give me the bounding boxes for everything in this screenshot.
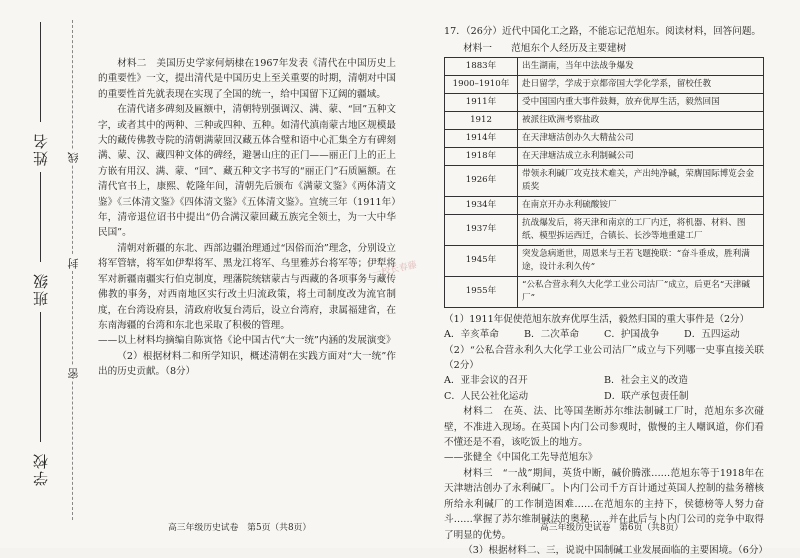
seal-char-feng: 封 [67,258,80,269]
binding-strip [0,0,86,548]
option-b: B．二次革命 [524,329,580,341]
year-cell: 1912 [445,111,518,129]
option-c: C．人民公社化运动 [444,390,529,402]
material2-source: ——张健全《中国化工先导范旭东》 [444,452,598,464]
table-row [445,245,764,276]
year-cell: 1934年 [445,196,518,214]
table-row [445,147,764,165]
footer-page5: 高三年级历史试卷 第5页（共8页） [168,523,312,533]
option-a: A．亚非会议的召开 [444,375,528,387]
table-row [445,75,764,93]
class-line [40,172,41,262]
year-cell: 1918年 [445,147,518,165]
material2-p3: 清朝对新疆的东北、西部边疆治理通过“因俗而治”理念，分别设立将军管辖，将军如伊犁将军、黑龙江将军、乌里雅苏台将军等；伊犁将军对新疆南疆实行伯克制度，理藩院统辖蒙古与西藏的各项事务与藏传佛教的事务，对西南地区实行改土归流政策，将土司制度改为流官制度，在台湾设府县，清政府收复台湾后，设立台湾府，隶属福建省，在东南海疆的台湾和东北也采取了积极的管理。 [98,242,396,331]
year-cell: 1945年 [445,245,518,276]
year-cell: 1914年 [445,129,518,147]
material2-p2: 在清代诸多碑刻及匾额中，清朝特别强调汉、满、蒙、“回”五种文字，或者其中的两种、三种或四种、五种。如清代滇南蒙古地区规模最大的藏传佛教寺院的清朝满蒙回汉藏五体合璧和语中心汇集全方有碑刻满、蒙、汉、藏四种文体的碑经，避暑山庄的正门——丽正门上的正上方嵌有用汉、满、蒙、“回”、藏五种文字书写的“丽正门”石质匾额。在清代官书上，康熙、乾隆年间，清朝先后颁布《满蒙文鉴》《两体清文鉴》《三体清文鉴》《四体清文鉴》《五体清文鉴》。宣统三年（1911年）年，清帝退位诏书中提出“仍合满汉蒙回藏五族完全领土，为一大中华民国”。 [98,104,396,239]
material1-title: 材料一 范旭东个人经历及主要建树 [463,43,627,55]
year-cell: 1883年 [445,57,518,75]
table-row [445,111,764,129]
event-cell: 带领永利碱厂攻克技术难关，产出纯净碱，荣膺国际博览会金质奖 [518,165,764,196]
option-d: D．联产承包责任制 [604,390,689,402]
faint-stamp: 一校长春藤 [371,260,418,280]
year-cell: 1955年 [445,276,518,307]
table-row [445,165,764,196]
seal-char-xian: 线 [67,152,80,163]
event-cell: 在天津塘沽成立永利制碱公司 [518,147,764,165]
question-17-1: （1）1911年促使范旭东放弃优厚生活，毅然归国的重大事件是（2分） [444,313,750,325]
table-row [445,129,764,147]
school-label: 学校 [32,452,50,486]
biography-table [444,57,764,308]
table-row [445,93,764,111]
left-page [98,56,396,380]
option-c: C．护国战争 [604,329,660,341]
q17-2-options-row1 [444,373,764,388]
year-cell: 1900–1910年 [445,75,518,93]
material2-text: 材料二 在英、法、比等国垄断苏尔维法制碱工厂时，范旭东多次碰壁，不准进入现场。在英国卜内门公司参观时，傲慢的主人嘲讽道，你们看不懂还是不看，该吃饭上的地方。 [444,406,764,449]
q17-1-options [444,327,764,342]
event-cell: 抗战爆发后，将天津和南京的工厂内迁，将机器、材料、图纸、模型拆运西迁，合镇长、长沙等地重建工厂 [518,214,764,245]
question-17-stem: 17．（26分）近代中国化工之路，不能忘记范旭东。阅读材料，回答问题。 [444,26,762,37]
name-line [40,22,41,122]
material2-source: ——以上材料均摘编自陈寅恪《论中国古代“大一统”内涵的发展演变》 [98,335,396,347]
year-cell: 1937年 [445,214,518,245]
table-row [445,276,764,307]
option-d: D．五四运动 [684,329,740,341]
event-cell: 赴日留学，学成于京都帝国大学化学系，留校任教 [518,75,764,93]
material3-text: 材料三 “一战”期间，英货中断，碱价腾涨……范旭东等于1918年在天津塘沽创办了永利碱厂。卜内门公司千方百计通过英国人控制的盐务稽核所给永利碱厂的工作制造困难……在范旭东的主持下，侯德榜等人努力奋斗……掌握了苏尔维制碱法的奥秘……并在此后与卜内门公司的竞争中取得了明显的优势。 [444,467,764,541]
school-line [40,312,41,442]
year-cell: 1911年 [445,93,518,111]
table-row [445,196,764,214]
event-cell: “公私合营永利久大化学工业公司沽厂”成立，后更名“天津碱厂” [518,276,764,307]
year-cell: 1926年 [445,165,518,196]
seal-char-mi: 密 [67,368,80,379]
material2-p1: 材料二 美国历史学家何炳棣在1967年发表《清代在中国历史上的重要性》一文，提出清代是中国历史上至关重要的时期，清朝对中国的重要性首先就表现在实现了全国的统一，给中国留下辽阔的疆域。 [98,58,396,100]
question-17-3: （3）根据材料二、三，说说中国制碱工业发展面临的主要困境。（6分） [463,544,769,556]
event-cell: 在南京开办永利硫酸铵厂 [518,196,764,214]
option-b: B．社会主义的改造 [604,375,688,387]
event-cell: 出生湖南，当年中法战争爆发 [518,57,764,75]
event-cell: 在天津塘沽创办久大精盐公司 [518,129,764,147]
footer-page6: 高三年级历史试卷 第6页（共8页） [540,523,684,533]
question-16-2: （2）根据材料二和所学知识，概述清朝在实践方面对“大一统”作出的历史贡献。（8分） [98,350,396,378]
event-cell: 被派往欧洲考察盐政 [518,111,764,129]
right-page [444,26,769,558]
option-a: A．辛亥革命 [444,329,499,341]
table-row [445,214,764,245]
q17-2-options-row2 [444,389,764,404]
event-cell: 受中国国内重大事件鼓舞，放弃优厚生活，毅然回国 [518,93,764,111]
name-label: 姓名 [32,132,50,166]
class-label: 班级 [32,272,50,306]
event-cell: 突发急病逝世，周恩来与王若飞题挽联：“奋斗垂成，胜利满途，设计永利久传” [518,245,764,276]
table-row [445,57,764,75]
question-17-2: （2）“公私合营永利久大化学工业公司沽厂”成立与下列哪一史事直接关联（2分） [444,344,764,372]
